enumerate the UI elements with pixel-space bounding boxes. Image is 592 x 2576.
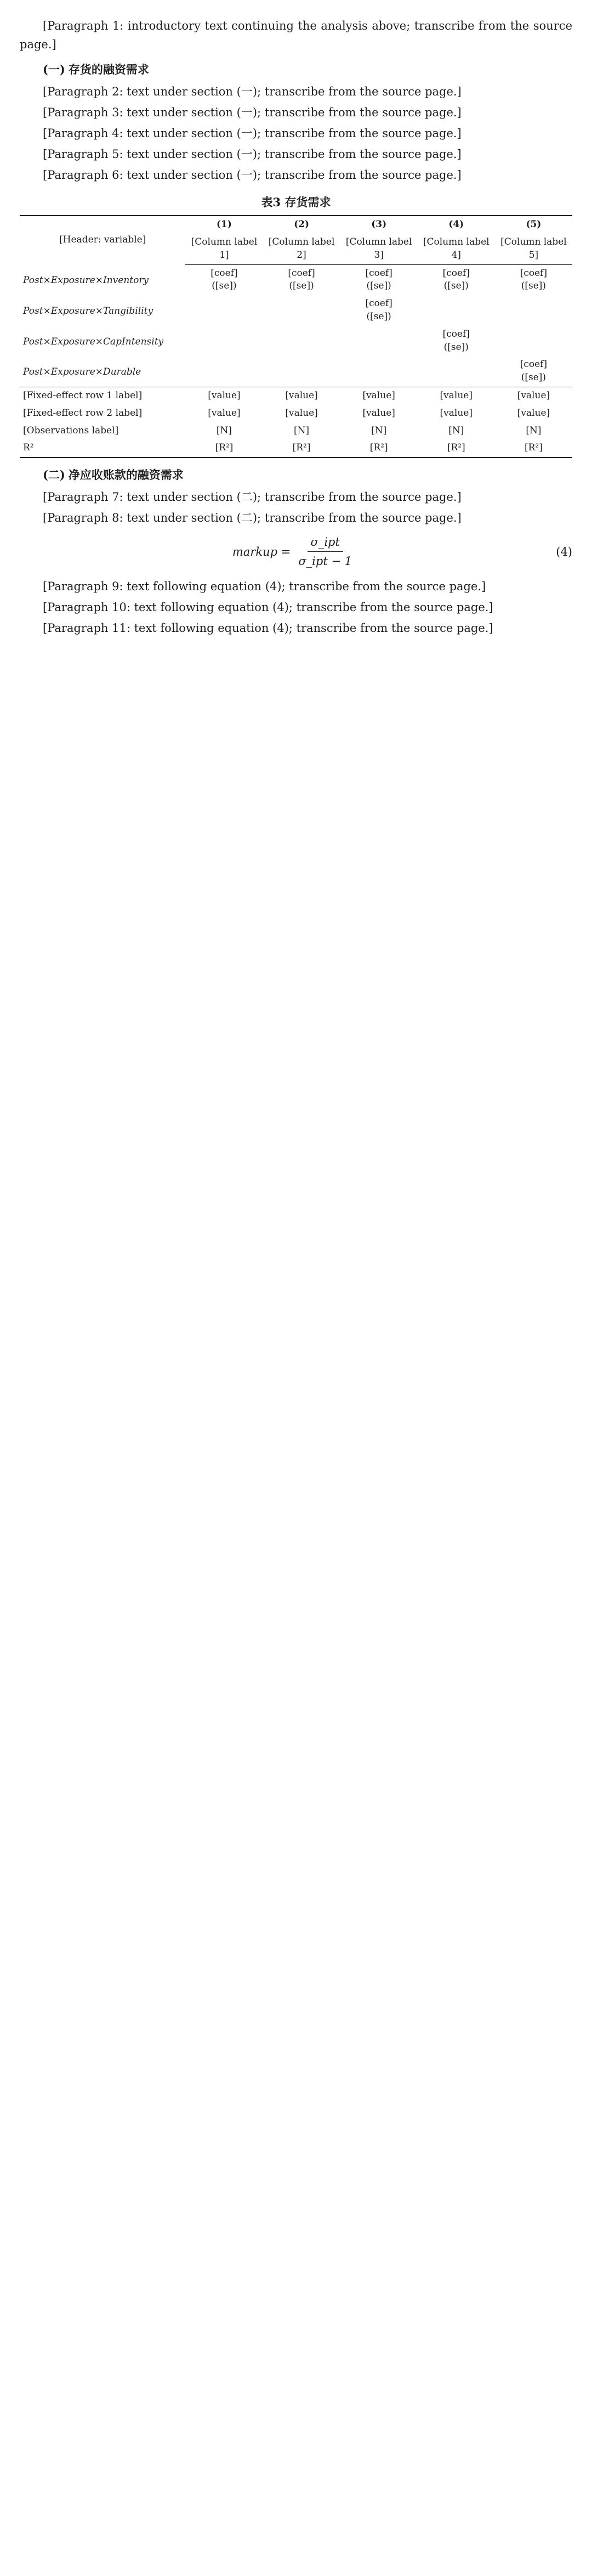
std-error-cell: [495, 341, 572, 357]
column-number: (3): [340, 216, 418, 234]
section-2-paragraph-4: [Paragraph 10: text following equation (4); transcribe from the source page.]: [43, 601, 493, 614]
r-squared-label: R²: [20, 439, 185, 457]
fixed-effect-cell: [value]: [185, 387, 263, 404]
section-1-number: (一): [43, 63, 65, 77]
regression-table: [20, 215, 572, 458]
column-label: [Column label 1]: [185, 234, 263, 264]
fixed-effect-cell: [value]: [440, 407, 473, 419]
section-2-heading: [20, 466, 572, 484]
observations-label: [Observations label]: [23, 425, 119, 436]
variable-label: Post×Exposure×CapIntensity: [23, 336, 164, 347]
table-row: [20, 387, 572, 404]
fixed-effect-cell: [value]: [495, 387, 572, 404]
fixed-effect-cell: [value]: [208, 407, 241, 419]
std-error-cell: ([se]): [366, 310, 391, 322]
std-error-cell: [340, 341, 418, 357]
equation-denominator: σ_ipt − 1: [298, 555, 352, 568]
variable-label: Post×Exposure×Tangibility: [23, 306, 153, 317]
coefficient-cell: [coef]: [365, 298, 392, 309]
r-squared-cell: [R²]: [185, 439, 263, 457]
r-squared-cell: [R²]: [263, 439, 340, 457]
std-error-cell: [495, 310, 572, 326]
section-2-title: 净应收账款的融资需求: [68, 468, 184, 482]
coefficient-cell: [185, 295, 263, 310]
fixed-effect-label: [Fixed-effect row 2 label]: [23, 407, 143, 419]
std-error-cell: ([se]): [366, 280, 391, 292]
section-1-paragraph-1: [Paragraph 2: text under section (一); transcribe from the source page.]: [43, 85, 462, 99]
coefficient-cell: [495, 326, 572, 341]
r-squared-cell: [R²]: [340, 439, 418, 457]
std-error-cell: [263, 310, 340, 326]
table-row: [20, 264, 572, 280]
table-row: [20, 439, 572, 457]
paper-page: [0, 0, 592, 662]
fixed-effect-label: [Fixed-effect row 1 label]: [20, 387, 185, 404]
std-error-cell: [263, 341, 340, 357]
column-number: (2): [263, 216, 340, 234]
fixed-effect-cell: [value]: [517, 407, 550, 419]
equation-number: (4): [556, 545, 572, 558]
coefficient-cell: [coef]: [520, 359, 548, 370]
column-label: [Column label 5]: [495, 234, 572, 264]
section-2-paragraph-5: [Paragraph 11: text following equation (4); transcribe from the source page.]: [43, 622, 493, 635]
coefficient-cell: [418, 356, 495, 371]
equation-lhs: markup =: [232, 545, 291, 558]
column-number: (4): [418, 216, 495, 234]
variable-label: Post×Exposure×Durable: [23, 366, 141, 378]
observations-cell: [N]: [526, 425, 542, 436]
std-error-cell: [340, 371, 418, 387]
observations-cell: [N]: [448, 425, 464, 436]
coefficient-cell: [263, 356, 340, 371]
section-1-heading: [20, 60, 572, 79]
fixed-effect-cell: [value]: [418, 387, 495, 404]
std-error-cell: [263, 371, 340, 387]
table-3: [20, 193, 572, 458]
coefficient-cell: [coef]: [520, 267, 548, 279]
section-1-paragraph-3: [Paragraph 4: text under section (一); transcribe from the source page.]: [43, 127, 462, 140]
observations-cell: [N]: [371, 425, 387, 436]
equation-4: [20, 533, 572, 570]
table-row: [20, 356, 572, 371]
std-error-cell: [418, 310, 495, 326]
std-error-cell: [185, 341, 263, 357]
intro-paragraph-1: [Paragraph 1: introductory text continuing the analysis above; transcribe from the source page.]: [20, 19, 572, 52]
coefficient-cell: [coef]: [210, 267, 238, 279]
observations-cell: [N]: [293, 425, 310, 436]
section-2-paragraph-3: [Paragraph 9: text following equation (4); transcribe from the source page.]: [43, 580, 486, 594]
coefficient-cell: [coef]: [288, 267, 315, 279]
coefficient-cell: [418, 295, 495, 310]
r-squared-cell: [R²]: [495, 439, 572, 457]
table-row: [20, 405, 572, 422]
coefficient-cell: [coef]: [442, 328, 470, 340]
table-row: [20, 295, 572, 310]
std-error-cell: [185, 371, 263, 387]
column-label: [Column label 4]: [418, 234, 495, 264]
fixed-effect-cell: [value]: [340, 387, 418, 404]
std-error-cell: [418, 371, 495, 387]
observations-cell: [N]: [216, 425, 232, 436]
r-squared-cell: [R²]: [418, 439, 495, 457]
std-error-cell: ([se]): [443, 280, 469, 292]
section-1-title: 存货的融资需求: [68, 63, 149, 77]
std-error-cell: [185, 310, 263, 326]
fixed-effect-cell: [value]: [285, 407, 318, 419]
coefficient-cell: [340, 326, 418, 341]
std-error-cell: ([se]): [289, 280, 314, 292]
coefficient-cell: [263, 295, 340, 310]
column-label: [Column label 3]: [340, 234, 418, 264]
std-error-cell: ([se]): [521, 280, 547, 292]
table-row: [20, 422, 572, 440]
section-1-paragraph-4: [Paragraph 5: text under section (一); transcribe from the source page.]: [43, 148, 462, 161]
equation-numerator: σ_ipt: [308, 533, 343, 552]
column-number: (1): [185, 216, 263, 234]
coefficient-cell: [coef]: [365, 267, 392, 279]
fixed-effect-cell: [value]: [263, 387, 340, 404]
section-2-number: (二): [43, 468, 65, 482]
coefficient-cell: [185, 326, 263, 341]
std-error-cell: ([se]): [521, 372, 547, 383]
section-1-paragraph-2: [Paragraph 3: text under section (一); transcribe from the source page.]: [43, 106, 462, 120]
column-number: (5): [495, 216, 572, 234]
table-3-caption: 表3 存货需求: [261, 195, 331, 210]
variable-label: Post×Exposure×Inventory: [23, 275, 149, 286]
fixed-effect-cell: [value]: [362, 407, 395, 419]
coefficient-cell: [263, 326, 340, 341]
equation-fraction: [295, 533, 355, 570]
section-2-paragraph-1: [Paragraph 7: text under section (二); transcribe from the source page.]: [43, 490, 462, 504]
variable-header: [Header: variable]: [20, 216, 185, 264]
coefficient-cell: [495, 295, 572, 310]
section-2-paragraph-2: [Paragraph 8: text under section (二); transcribe from the source page.]: [43, 511, 462, 525]
table-row: [20, 326, 572, 341]
section-1-paragraph-5: [Paragraph 6: text under section (一); transcribe from the source page.]: [43, 168, 462, 182]
coefficient-cell: [185, 356, 263, 371]
column-label: [Column label 2]: [263, 234, 340, 264]
coefficient-cell: [340, 356, 418, 371]
std-error-cell: ([se]): [212, 280, 237, 292]
std-error-cell: ([se]): [443, 341, 469, 353]
coefficient-cell: [coef]: [442, 267, 470, 279]
